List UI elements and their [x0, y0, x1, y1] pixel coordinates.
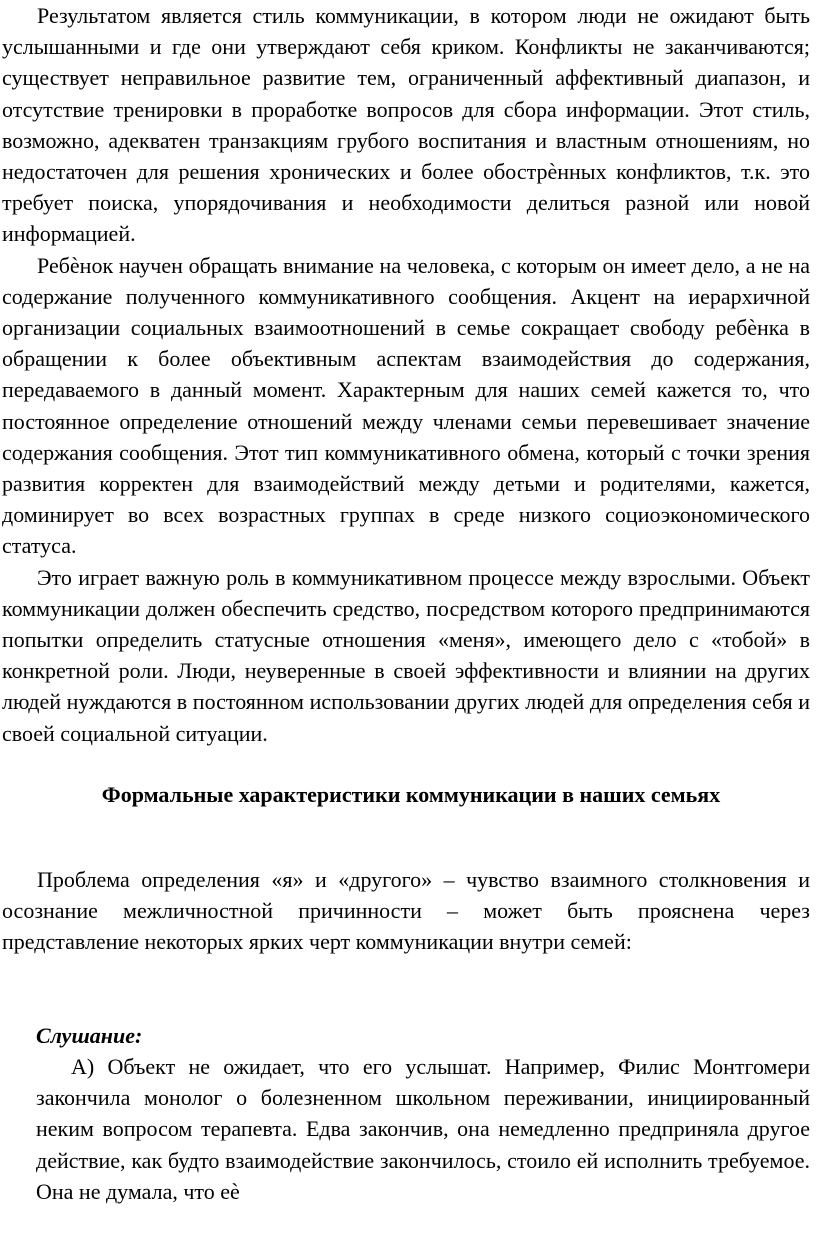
paragraph-child-attention: Ребѐнок научен обращать внимание на человека, с которым он имеет дело, а не на содержание полученного коммуникативного сообщения. Акцент на иерархичной организации социальных взаимоотношений в семье сокращает свободу ребѐнка в обращении к более объективным аспектам взаимодействия до содержания, передаваемого в данный момент. Характерным для наших семей кажется то, что постоянное определение отношений между членами семьи перевешивает значение содержания сообщения. Этот тип коммуникативного обмена, который с точки зрения развития корректен для взаимодействий между детьми и родителями, кажется, доминирует во всех возрастных группах в среде низкого социоэкономического статуса. [2, 252, 810, 559]
section-intro-paragraph: Проблема определения «я» и «другого» – чувство взаимного столкновения и осознание межличностной причинности – может быть прояснена через представление некоторых ярких черт коммуникации внутри семей: [2, 867, 810, 955]
subheading-listening: Слушание: [36, 1022, 143, 1048]
list-item-a: А) Объект не ожидает, что его услышат. Например, Филис Монтгомери закончила монолог о болезненном школьном переживании, инициированный неким вопросом терапевта. Едва закончив, она немедленно предприняла другое действие, как будто взаимодействие закончилось, стоило ей исполнить требуемое. Она не думала, что еѐ [36, 1053, 810, 1204]
paragraph-adult-communication: Это играет важную роль в коммуникативном процессе между взрослыми. Объект коммуникации должен обеспечить средство, посредством которого предпринимаются попытки определить статусные отношения «меня», имеющего дело с «тобой» в конкретной роли. Люди, неуверенные в своей эффективности и влиянии на других людей нуждаются в постоянном использовании других людей для определения себя и своей социальной ситуации. [2, 564, 810, 746]
section-heading: Формальные характеристики коммуникации в наших семьях [101, 781, 721, 807]
paragraph-communication-style: Результатом является стиль коммуникации, в котором люди не ожидают быть услышанными и где они утверждают себя криком. Конфликты не заканчиваются; существует неправильное развитие тем, ограниченный аффективный диапазон, и отсутствие тренировки в проработке вопросов для сбора информации. Этот стиль, возможно, адекватен транзакциям грубого воспитания и властным отношениям, но недостаточен для решения хронических и более обострѐнных конфликтов, т.к. это требует поиска, упорядочивания и необходимости делиться разной или новой информацией. [2, 3, 810, 247]
